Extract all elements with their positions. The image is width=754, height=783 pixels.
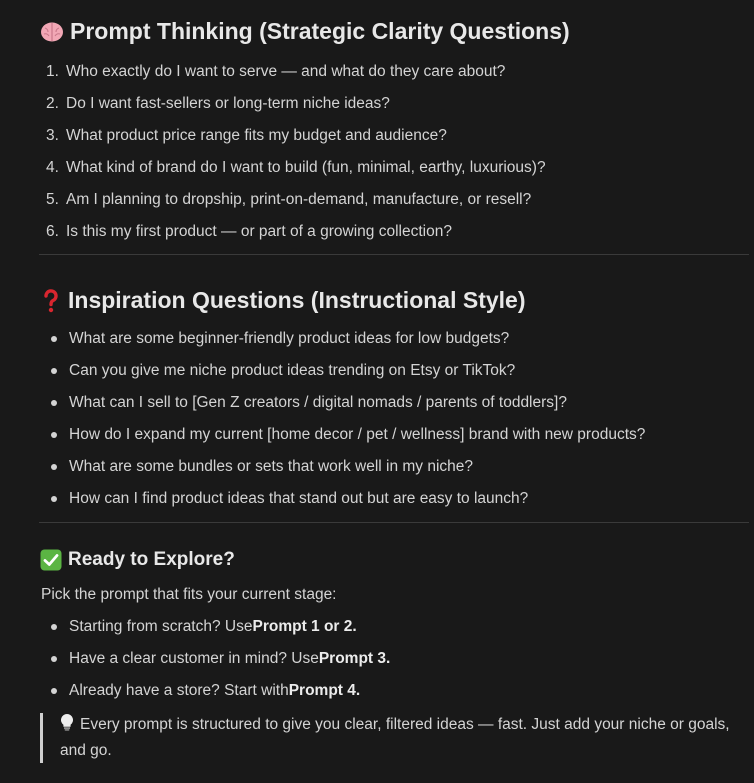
list-number: 3. bbox=[46, 127, 59, 144]
list-number: 2. bbox=[46, 95, 59, 112]
bullet-list bbox=[40, 611, 390, 707]
list-item bbox=[40, 152, 546, 184]
light-bulb-icon bbox=[60, 713, 74, 739]
list-item-text: How can I find product ideas that stand out but are easy to launch? bbox=[69, 490, 529, 507]
section-title: Ready to Explore? bbox=[68, 549, 235, 570]
section-title: Prompt Thinking (Strategic Clarity Questions) bbox=[70, 18, 570, 44]
brain-icon bbox=[40, 21, 64, 43]
prompt-reference: Prompt 4. bbox=[288, 682, 361, 699]
divider bbox=[39, 254, 749, 255]
section-title: Inspiration Questions (Instructional Style) bbox=[68, 287, 526, 313]
list-item bbox=[40, 323, 645, 355]
list-item-text: Starting from scratch? Use bbox=[69, 618, 253, 635]
list-item-text: What product price range fits my budget and audience? bbox=[66, 127, 447, 144]
list-item bbox=[40, 675, 390, 707]
divider bbox=[39, 522, 749, 523]
callout-text: Every prompt is structured to give you clear, filtered ideas — fast. Just add your niche or goals, and go. bbox=[60, 716, 730, 759]
bullet-icon bbox=[51, 496, 57, 502]
callout-quote bbox=[40, 713, 750, 763]
bullet-icon bbox=[51, 656, 57, 662]
prompt-reference: Prompt 1 or 2. bbox=[252, 618, 357, 635]
list-number: 4. bbox=[46, 159, 59, 176]
prompt-reference: Prompt 3. bbox=[318, 650, 391, 667]
section-heading-inspiration bbox=[40, 287, 526, 314]
list-item bbox=[40, 56, 546, 88]
list-item bbox=[40, 451, 645, 483]
list-item-text: Can you give me niche product ideas trending on Etsy or TikTok? bbox=[69, 362, 516, 379]
bullet-icon bbox=[51, 464, 57, 470]
bullet-icon bbox=[51, 400, 57, 406]
list-number: 6. bbox=[46, 223, 59, 240]
list-number: 5. bbox=[46, 191, 59, 208]
list-item bbox=[40, 216, 546, 248]
list-item bbox=[40, 483, 645, 515]
list-item bbox=[40, 387, 645, 419]
list-item-text: What are some bundles or sets that work well in my niche? bbox=[69, 458, 474, 475]
section-heading-ready-to-explore bbox=[40, 549, 235, 571]
list-item-text: What are some beginner-friendly product ideas for low budgets? bbox=[69, 330, 510, 347]
list-item bbox=[40, 643, 390, 675]
list-item bbox=[40, 88, 546, 120]
list-item bbox=[40, 184, 546, 216]
list-item-text: Have a clear customer in mind? Use bbox=[69, 650, 319, 667]
list-item-text: Do I want fast-sellers or long-term niche ideas? bbox=[66, 95, 390, 112]
bullet-icon bbox=[51, 368, 57, 374]
list-item bbox=[40, 355, 645, 387]
list-item-text: Am I planning to dropship, print-on-demand, manufacture, or resell? bbox=[66, 191, 532, 208]
bullet-list bbox=[40, 323, 645, 515]
list-item-text: Already have a store? Start with bbox=[69, 682, 289, 699]
bullet-icon bbox=[51, 624, 57, 630]
section-heading-prompt-thinking bbox=[40, 18, 570, 45]
list-item-text: Who exactly do I want to serve — and what do they care about? bbox=[66, 63, 506, 80]
intro-text: Pick the prompt that fits your current stage: bbox=[41, 586, 337, 603]
check-mark-icon bbox=[40, 549, 62, 571]
list-item bbox=[40, 611, 390, 643]
list-item bbox=[40, 419, 645, 451]
list-item bbox=[40, 120, 546, 152]
bullet-icon bbox=[51, 336, 57, 342]
question-mark-icon bbox=[40, 289, 62, 313]
list-item-text: How do I expand my current [home decor / pet / wellness] brand with new products? bbox=[69, 426, 646, 443]
bullet-icon bbox=[51, 688, 57, 694]
numbered-list bbox=[40, 56, 546, 248]
list-number: 1. bbox=[46, 63, 59, 80]
list-item-text: What can I sell to [Gen Z creators / digital nomads / parents of toddlers]? bbox=[69, 394, 567, 411]
list-item-text: Is this my first product — or part of a growing collection? bbox=[66, 223, 452, 240]
bullet-icon bbox=[51, 432, 57, 438]
list-item-text: What kind of brand do I want to build (fun, minimal, earthy, luxurious)? bbox=[66, 159, 546, 176]
